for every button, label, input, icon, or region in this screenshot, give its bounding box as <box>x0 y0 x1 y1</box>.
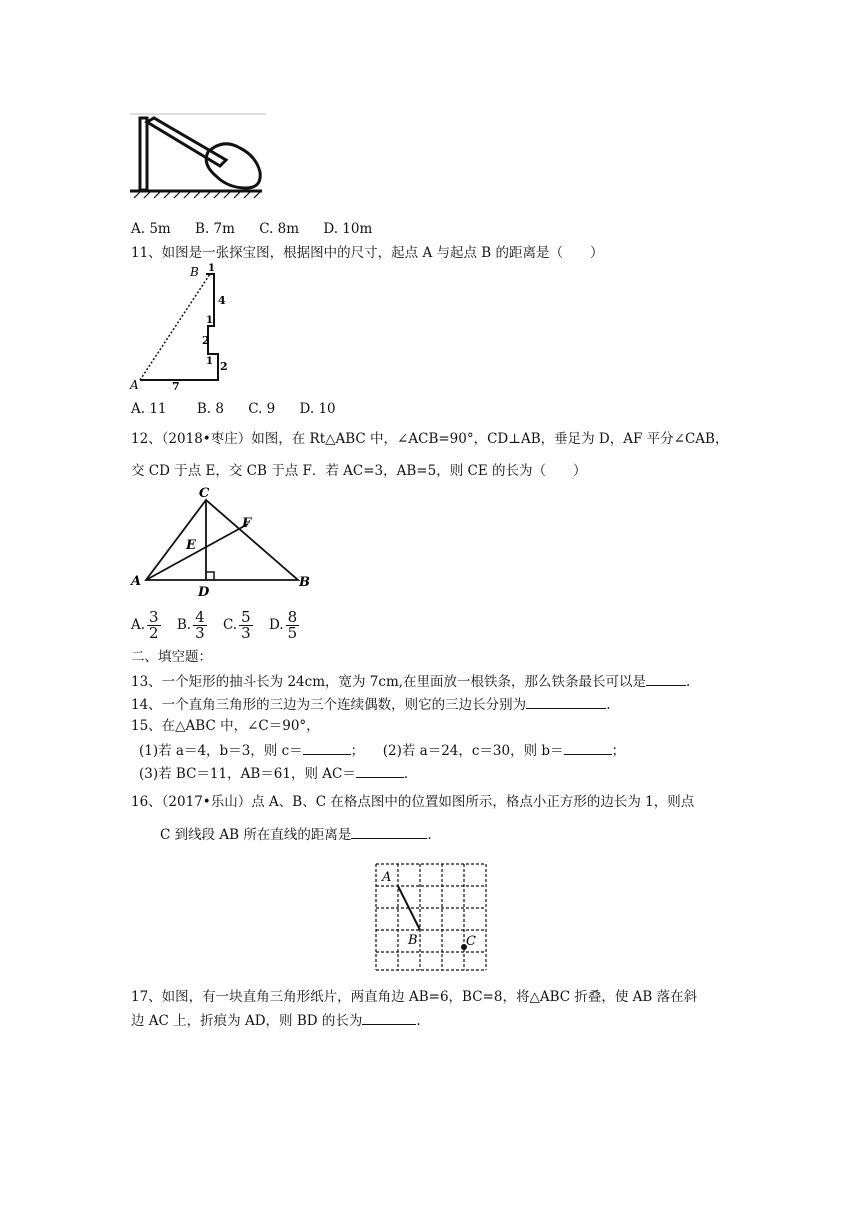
fraction: $\frac{5}{3}$ <box>241 608 251 642</box>
point-a-label: A <box>131 574 142 589</box>
ladder-figure <box>128 112 268 202</box>
point-c-label: C <box>199 486 210 501</box>
point-b-label: B <box>299 575 310 590</box>
q14: 14、一个直角三角形的三边为三个连续偶数，则它的三边长分别为 . <box>131 694 610 714</box>
option-c: C. 8m <box>259 221 300 237</box>
answer-blank <box>564 740 612 755</box>
q15-stem: 15、在△ABC 中，∠C＝90°， <box>131 718 320 734</box>
q15-part12: (1)若 a＝4，b＝3，则 c＝ ； (2)若 a＝24，c＝30，则 b＝ ； <box>139 740 625 760</box>
option-b: B. 8 <box>196 401 224 417</box>
option-c: C. 9 <box>248 401 276 417</box>
length-2-left-label: 2 <box>202 334 210 347</box>
answer-blank <box>526 694 606 709</box>
fraction: $\frac{4}{3}$ <box>195 608 205 642</box>
length-1-bottom-label: 1 <box>206 356 213 367</box>
grid-figure <box>366 858 490 974</box>
length-1-top-label: 1 <box>208 263 215 274</box>
answer-blank <box>303 740 351 755</box>
section-fill-blank-title: 二、填空题： <box>131 649 212 665</box>
q12-stem-line1: 12、（2018•枣庄）如图，在 Rt△ABC 中，∠ACB=90°，CD⊥AB，垂足为 D，AF 平分∠CAB， <box>131 431 729 447</box>
option-b: B. 7m <box>195 221 235 237</box>
length-7-label: 7 <box>172 380 180 390</box>
option-a: A. 5m <box>131 221 171 237</box>
answer-blank <box>646 671 686 686</box>
point-b-label: B <box>190 265 199 279</box>
option-d: D. $\frac{8}{5}$ <box>268 608 298 642</box>
q15-part3: (3)若 BC＝11，AB＝61，则 AC＝ . <box>139 763 408 783</box>
option-c: C. $\frac{5}{3}$ <box>222 608 251 642</box>
q11-stem: 11、如图是一张探宝图，根据图中的尺寸，起点 A 与起点 B 的距离是（ ） <box>131 245 604 261</box>
answer-blank <box>351 824 427 839</box>
point-e-label: E <box>186 538 196 553</box>
q12-options <box>131 608 301 642</box>
q16-line1: 16、（2017•乐山）点 A、B、C 在格点图中的位置如图所示，格点小正方形的边长为 1，则点 <box>131 794 695 810</box>
fraction: $\frac{8}{5}$ <box>287 608 298 642</box>
answer-blank <box>362 1010 416 1025</box>
point-d-label: D <box>198 585 210 600</box>
answer-blank <box>356 763 404 778</box>
q12-stem-line2: 交 CD 于点 E，交 CB 于点 F．若 AC=3，AB=5，则 CE 的长为（ ） <box>131 463 587 479</box>
option-a: A. $\frac{3}{2}$ <box>131 608 159 642</box>
option-a: A. 11 <box>131 401 167 417</box>
length-2-right-label: 2 <box>220 360 228 373</box>
triangle-abc-figure <box>128 484 318 600</box>
option-b: B. $\frac{4}{3}$ <box>176 608 205 642</box>
q17-line2: 边 AC 上，折痕为 AD，则 BD 的长为 . <box>131 1010 421 1030</box>
treasure-map-figure <box>128 262 248 390</box>
q11-options <box>131 400 356 418</box>
fraction: $\frac{3}{2}$ <box>149 608 159 642</box>
point-c-label: C <box>466 934 476 949</box>
point-f-label: F <box>242 516 252 531</box>
q16-line2: C 到线段 AB 所在直线的距离是 . <box>160 824 432 844</box>
point-a-label: A <box>130 378 139 390</box>
point-a-label: A <box>382 870 392 885</box>
option-d: D. 10m <box>323 221 373 237</box>
q13: 13、一个矩形的抽斗长为 24cm，宽为 7cm,在里面放一根铁条，那么铁条最长可以是 . <box>131 671 690 691</box>
point-b-label: B <box>408 933 418 948</box>
q10-options <box>131 220 392 238</box>
option-d: D. 10 <box>299 401 336 417</box>
length-1-step-label: 1 <box>206 315 213 326</box>
q17-line1: 17、如图，有一块直角三角形纸片，两直角边 AB=6，BC=8，将△ABC 折叠，使 AB 落在斜 <box>131 989 698 1005</box>
length-4-label: 4 <box>218 294 226 307</box>
